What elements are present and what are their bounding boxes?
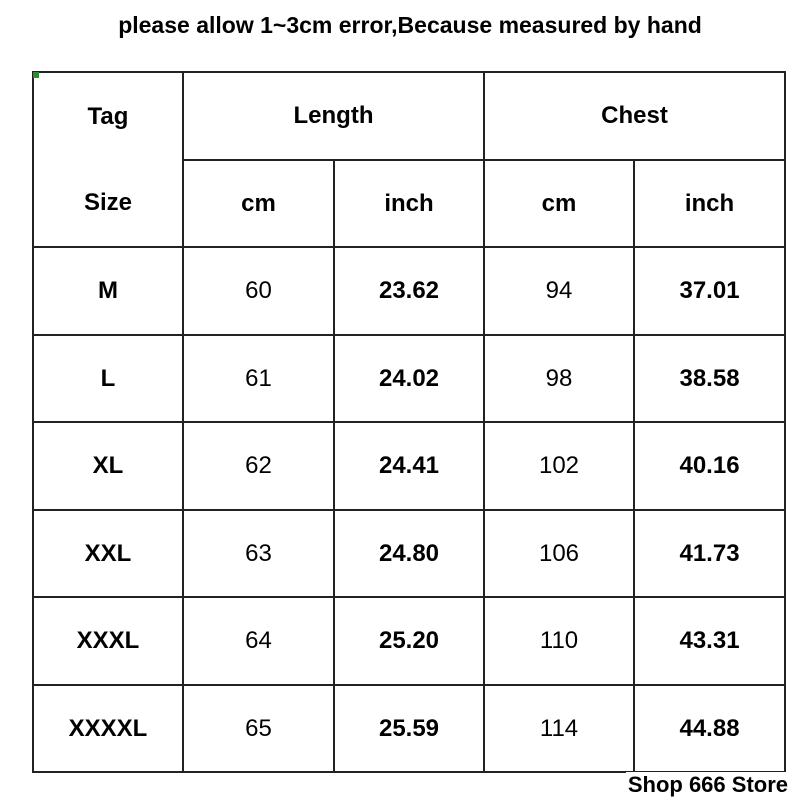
table-row [33,685,785,772]
chest-cm-cell: 98 [484,335,634,422]
header-length-cm: cm [183,160,334,247]
chest-inch-cell: 43.31 [634,597,785,685]
length-inch-cell: 23.62 [334,247,484,335]
table-row [33,247,785,335]
length-cm-cell: 61 [183,335,334,422]
chest-cm-cell: 102 [484,422,634,510]
size-cell: L [33,335,183,422]
header-length-inch: inch [334,160,484,247]
size-cell: XXXXL [33,685,183,772]
length-inch-cell: 24.02 [334,335,484,422]
corner-mark [33,72,39,78]
chest-cm-cell: 94 [484,247,634,335]
chest-cm-cell: 106 [484,510,634,597]
header-row-units [33,160,785,247]
header-chest-inch: inch [634,160,785,247]
length-inch-cell: 25.59 [334,685,484,772]
header-chest: Chest [484,72,785,160]
header-chest-cm: cm [484,160,634,247]
measurement-notice: please allow 1~3cm error,Because measured by hand [118,12,702,38]
chest-cm-cell: 114 [484,685,634,772]
length-inch-cell: 24.41 [334,422,484,510]
header-size: Size [33,160,183,247]
size-chart-table [32,71,786,773]
chest-inch-cell: 37.01 [634,247,785,335]
chest-cm-cell: 110 [484,597,634,685]
table-row [33,335,785,422]
size-cell: M [33,247,183,335]
length-cm-cell: 62 [183,422,334,510]
table-row [33,597,785,685]
length-cm-cell: 64 [183,597,334,685]
header-row-groups [33,72,785,160]
length-cm-cell: 63 [183,510,334,597]
chest-inch-cell: 40.16 [634,422,785,510]
length-cm-cell: 60 [183,247,334,335]
table-row [33,422,785,510]
size-cell: XXXL [33,597,183,685]
size-cell: XL [33,422,183,510]
table-row [33,510,785,597]
chest-inch-cell: 38.58 [634,335,785,422]
size-cell: XXL [33,510,183,597]
length-cm-cell: 65 [183,685,334,772]
length-inch-cell: 25.20 [334,597,484,685]
header-tag: Tag [33,72,183,160]
store-watermark: Shop 666 Store [627,772,788,797]
chest-inch-cell: 44.88 [634,685,785,772]
header-length: Length [183,72,484,160]
chest-inch-cell: 41.73 [634,510,785,597]
length-inch-cell: 24.80 [334,510,484,597]
